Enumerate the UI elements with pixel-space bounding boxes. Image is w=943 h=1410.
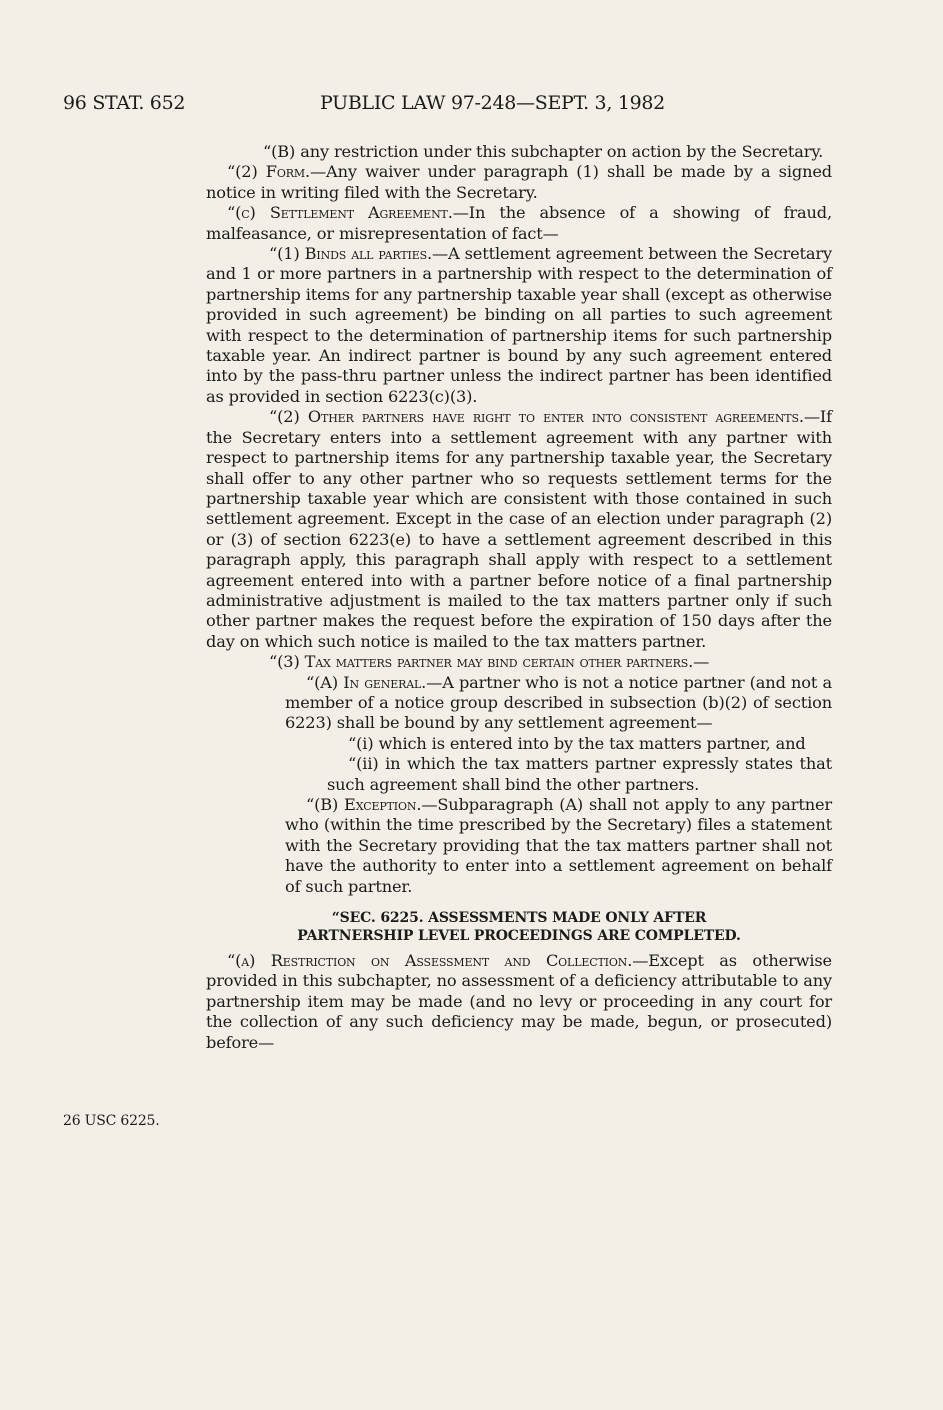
clause-i: “(i) which is entered into by the tax matters partner, and	[348, 733, 806, 753]
subparagraph-exception	[206, 795, 832, 897]
paragraph-other-partners-text: —If the Secretary enters into a settlement agreement with any partner with respect to partnership items for any partnership taxable year, the Secretary shall offer to any other partner who so requests settlement terms for the partnership taxable year which are consistent with those contained in such settlement agreement. Except in the case of an election under paragraph (2) or (3) of section 6223(e) to have a settlement agreement described in this paragraph apply, this paragraph shall apply with respect to a settlement agreement entered into with a partner before notice of a final partnership administrative adjustment is mailed to the tax matters partner only if such other partner makes the request before the expiration of 150 days after the day on which such notice is mailed to the tax matters partner.	[206, 407, 832, 651]
paragraph-form	[164, 162, 832, 203]
subparagraph-general-text: —A partner who is not a notice partner (and not a member of a notice group described in subsection (b)(2) of section 6223) shall be bound by any settlement agreement—	[285, 672, 833, 733]
statute-page-number: 96 STAT. 652	[63, 92, 186, 114]
paragraph-form-heading: “(2) Form.	[227, 162, 311, 182]
subsection-settlement-text: —In the absence of a showing of fraud, malfeasance, or misrepresentation of fact—	[206, 203, 832, 243]
clause-b-restriction: “(B) any restriction under this subchapter on action by the Secretary.	[263, 142, 824, 161]
paragraph-form-text: —Any waiver under paragraph (1) shall be made by a signed notice in writing filed with the Secretary.	[206, 162, 832, 202]
margin-citation: 26 USC 6225.	[63, 1113, 160, 1129]
clause-ii: “(ii) in which the tax matters partner expressly states that such agreement shall bind the other partners.	[327, 754, 832, 794]
subparagraph-exception-heading: “(B) Exception.	[306, 795, 422, 814]
subsection-settlement	[206, 203, 832, 244]
paragraph-other-partners	[206, 407, 832, 652]
subparagraph-exception-text: —Subparagraph (A) shall not apply to any partner who (within the time prescribed by the Secretary) files a statement with the Secretary providing that the tax matters partner shall not have the authority to enter into a settlement agreement on behalf of such partner.	[285, 795, 832, 896]
section-6225-heading: “SEC. 6225. ASSESSMENTS MADE ONLY AFTER PARTNERSHIP LEVEL PROCEEDINGS ARE COMPLETED.	[297, 910, 741, 945]
page-header	[63, 92, 883, 118]
subparagraph-general-heading: “(A) In general.	[306, 672, 427, 692]
paragraph-tax-matters-heading: “(3) Tax matters partner may bind certain other partners.	[269, 652, 694, 672]
subsection-restriction	[206, 951, 832, 1053]
statute-text	[206, 142, 832, 1053]
paragraph-tax-matters-text: —	[693, 652, 710, 672]
running-title: PUBLIC LAW 97-248—SEPT. 3, 1982	[320, 92, 665, 114]
paragraph-other-partners-heading: “(2) Other partners have right to enter into consistent agreements.	[269, 407, 804, 427]
paragraph-binds-heading: “(1) Binds all parties.	[269, 244, 432, 264]
paragraph-tax-matters	[206, 652, 832, 672]
subsection-restriction-heading: “(a) Restriction on Assessment and Collection.	[227, 951, 633, 971]
paragraph-binds-text: —A settlement agreement between the Secretary and 1 or more partners in a partnership with respect to the determination of partnership items for any partnership taxable year shall (except as otherwise provided in such agreement) be binding on all parties to such agreement with respect to the determination of partnership items for such partnership taxable year. An indirect partner is bound by any such agreement entered into by the pass-thru partner unless the indirect partner has been identified as provided in section 6223(c)(3).	[206, 244, 832, 406]
subparagraph-general	[206, 673, 832, 734]
subsection-restriction-text: —Except as otherwise provided in this subchapter, no assessment of a deficiency attributable to any partnership item may be made (and no levy or proceeding in any court for the collection of any such deficiency may be made, begun, or prosecuted) before—	[206, 951, 832, 1052]
paragraph-binds	[206, 244, 832, 407]
subsection-settlement-heading: “(c) Settlement Agreement.	[227, 203, 453, 223]
